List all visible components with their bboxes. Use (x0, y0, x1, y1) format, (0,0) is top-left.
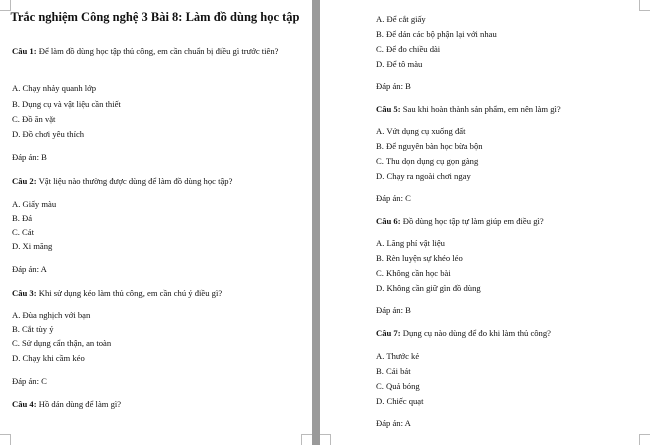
option-d: D. Đồ chơi yêu thích (12, 129, 85, 139)
option-c: C. Cát (12, 227, 34, 237)
question-label: Câu 5: (376, 104, 401, 114)
option-a: A. Thước kẻ (376, 351, 420, 361)
question-text: Đồ dùng học tập tự làm giúp em điều gì? (402, 216, 544, 226)
answer: Đáp án: B (12, 152, 47, 162)
answer: Đáp án: A (12, 264, 47, 274)
question-3 (12, 288, 222, 299)
option-a: A. Chạy nhảy quanh lớp (12, 83, 97, 93)
option-a: A. Để cắt giấy (376, 14, 426, 24)
option-d: D. Không cần giữ gìn đồ dùng (376, 283, 481, 293)
question-7 (376, 328, 551, 339)
option-b: B. Rèn luyện sự khéo léo (376, 253, 463, 263)
crop-mark (320, 434, 331, 445)
answer: Đáp án: A (376, 418, 411, 428)
option-c: C. Quả bóng (376, 381, 420, 391)
option-d: D. Xi măng (12, 241, 53, 251)
option-b: B. Để dán các bộ phận lại với nhau (376, 29, 497, 39)
document-page-left (0, 0, 312, 445)
option-d: D. Chạy khi cầm kéo (12, 353, 85, 363)
question-text: Dụng cụ nào dùng để đo khi làm thủ công? (402, 328, 551, 338)
option-a: A. Lãng phí vật liệu (376, 238, 445, 248)
option-c: C. Thu dọn dụng cụ gọn gàng (376, 156, 479, 166)
option-c: C. Đồ ăn vặt (12, 114, 56, 124)
option-b: B. Cái bát (376, 366, 411, 376)
option-a: A. Giấy màu (12, 199, 57, 209)
answer: Đáp án: C (376, 193, 411, 203)
question-5 (376, 104, 561, 115)
option-b: B. Dụng cụ và vật liệu cần thiết (12, 99, 121, 109)
question-text: Để làm đồ dùng học tập thủ công, em cần chuẩn bị điều gì trước tiên? (38, 46, 279, 56)
question-label: Câu 4: (12, 399, 37, 409)
answer: Đáp án: B (376, 81, 411, 91)
option-d: D. Để tô màu (376, 59, 423, 69)
document-page-right (320, 0, 650, 445)
page-title: Trắc nghiệm Công nghệ 3 Bài 8: Làm đồ dùng học tập (10, 10, 300, 24)
question-label: Câu 6: (376, 216, 401, 226)
option-d: D. Chiếc quạt (376, 396, 424, 406)
option-c: C. Không cần học bài (376, 268, 451, 278)
question-label: Câu 2: (12, 176, 37, 186)
question-4 (12, 399, 121, 410)
question-text: Vật liệu nào thường được dùng để làm đồ dùng học tập? (38, 176, 233, 186)
crop-mark (639, 0, 650, 11)
question-label: Câu 7: (376, 328, 401, 338)
crop-mark (301, 434, 312, 445)
question-1 (12, 44, 297, 59)
option-d: D. Chạy ra ngoài chơi ngay (376, 171, 471, 181)
question-text: Khi sử dụng kéo làm thủ công, em cần chú ý điều gì? (38, 288, 223, 298)
option-a: A. Đùa nghịch với bạn (12, 310, 91, 320)
option-b: B. Để nguyên bàn học bừa bộn (376, 141, 483, 151)
answer: Đáp án: B (376, 305, 411, 315)
answer: Đáp án: C (12, 376, 47, 386)
question-6 (376, 216, 544, 227)
option-c: C. Để đo chiều dài (376, 44, 441, 54)
question-label: Câu 1: (12, 46, 37, 56)
question-text: Sau khi hoàn thành sản phẩm, em nên làm gì? (402, 104, 561, 114)
crop-mark (639, 434, 650, 445)
option-c: C. Sử dụng cẩn thận, an toàn (12, 338, 112, 348)
option-a: A. Vứt dụng cụ xuống đất (376, 126, 466, 136)
option-b: B. Đá (12, 213, 33, 223)
option-b: B. Cắt tùy ý (12, 324, 54, 334)
question-text: Hồ dán dùng để làm gì? (38, 399, 122, 409)
question-2 (12, 176, 232, 187)
question-label: Câu 3: (12, 288, 37, 298)
crop-mark (0, 434, 11, 445)
